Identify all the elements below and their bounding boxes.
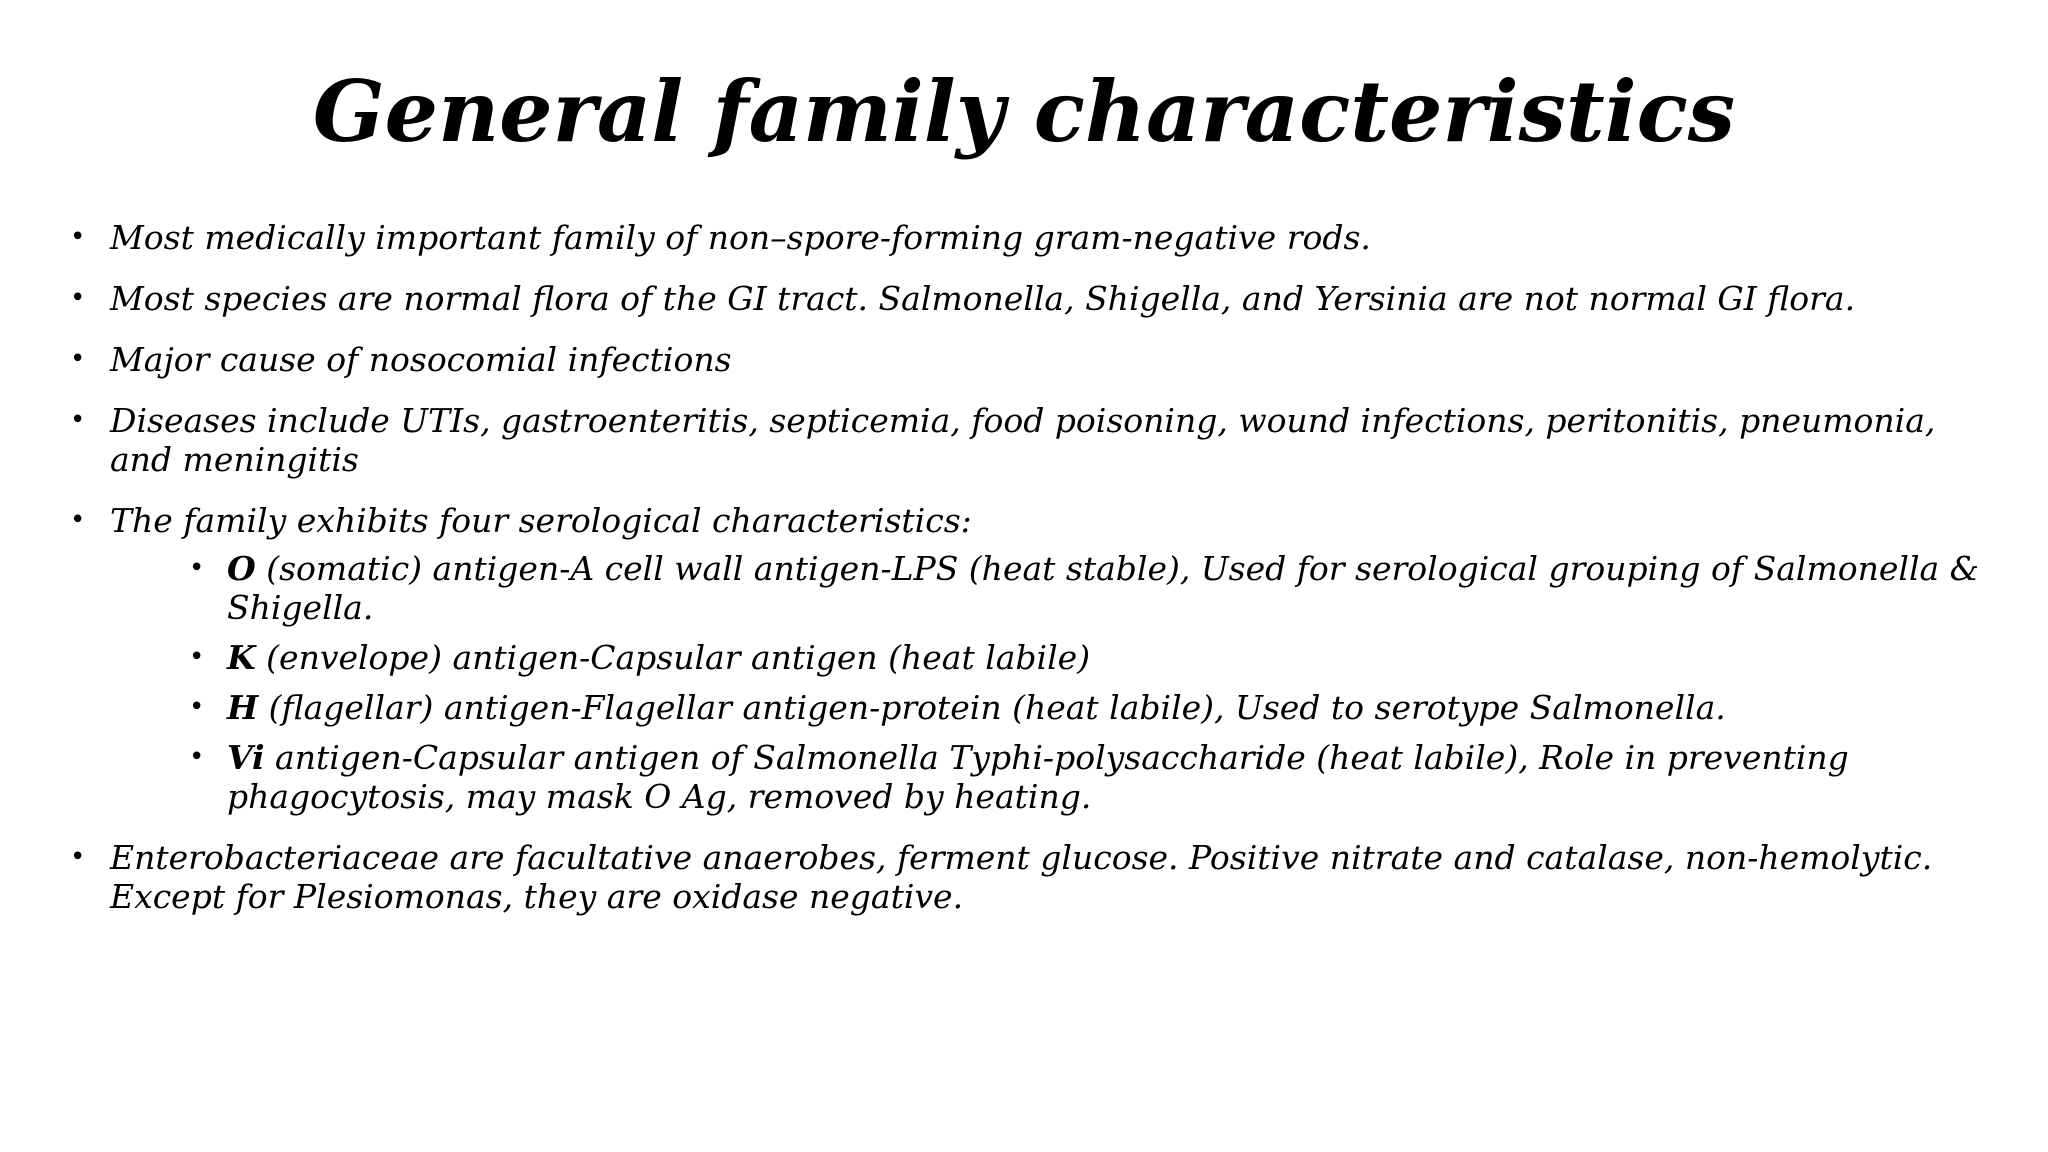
bullet-text: Most species are normal flora of the GI tract. Salmonella, Shigella, and Yersinia are not normal GI flora. <box>110 279 1856 318</box>
antigen-key: O <box>227 549 256 588</box>
bullet-text: The family exhibits four serological characteristics: <box>110 501 972 540</box>
bullet-item <box>70 401 2000 479</box>
antigen-list <box>110 549 2000 816</box>
bullet-text: Major cause of nosocomial infections <box>110 340 732 379</box>
bullet-item <box>70 501 2000 816</box>
antigen-description: (flagellar) antigen-Flagellar antigen-protein (heat labile), Used to serotype Salmonella. <box>258 688 1726 727</box>
bullet-list <box>70 218 2000 916</box>
antigen-key: K <box>227 638 256 677</box>
antigen-key: H <box>227 688 259 727</box>
bullet-text: Most medically important family of non–spore-forming gram-negative rods. <box>110 218 1371 257</box>
antigen-item-vi <box>189 738 2000 816</box>
bullet-item <box>70 340 2000 379</box>
bullet-text: Diseases include UTIs, gastroenteritis, septicemia, food poisoning, wound infections, peritonitis, pneumonia, and meningitis <box>110 401 1936 479</box>
bullet-item <box>70 838 2000 916</box>
antigen-description: antigen-Capsular antigen of Salmonella Typhi-polysaccharide (heat labile), Role in preventing phagocytosis, may mask O Ag, removed by heating. <box>227 738 1849 816</box>
bullet-item <box>70 218 2000 257</box>
antigen-item-k <box>189 638 2000 677</box>
slide-content <box>70 218 2000 938</box>
antigen-description: (envelope) antigen-Capsular antigen (heat labile) <box>255 638 1091 677</box>
antigen-item-h <box>189 688 2000 727</box>
antigen-key: Vi <box>227 738 265 777</box>
antigen-item-o <box>189 549 2000 627</box>
slide-title: General family characteristics <box>312 62 1736 161</box>
bullet-item <box>70 279 2000 318</box>
bullet-text: Enterobacteriaceae are facultative anaerobes, ferment glucose. Positive nitrate and catalase, non-hemolytic. Except for Plesiomonas, they are oxidase negative. <box>110 838 1933 916</box>
antigen-description: (somatic) antigen-A cell wall antigen-LPS (heat stable), Used for serological grouping of Salmonella & Shigella. <box>227 549 1980 627</box>
